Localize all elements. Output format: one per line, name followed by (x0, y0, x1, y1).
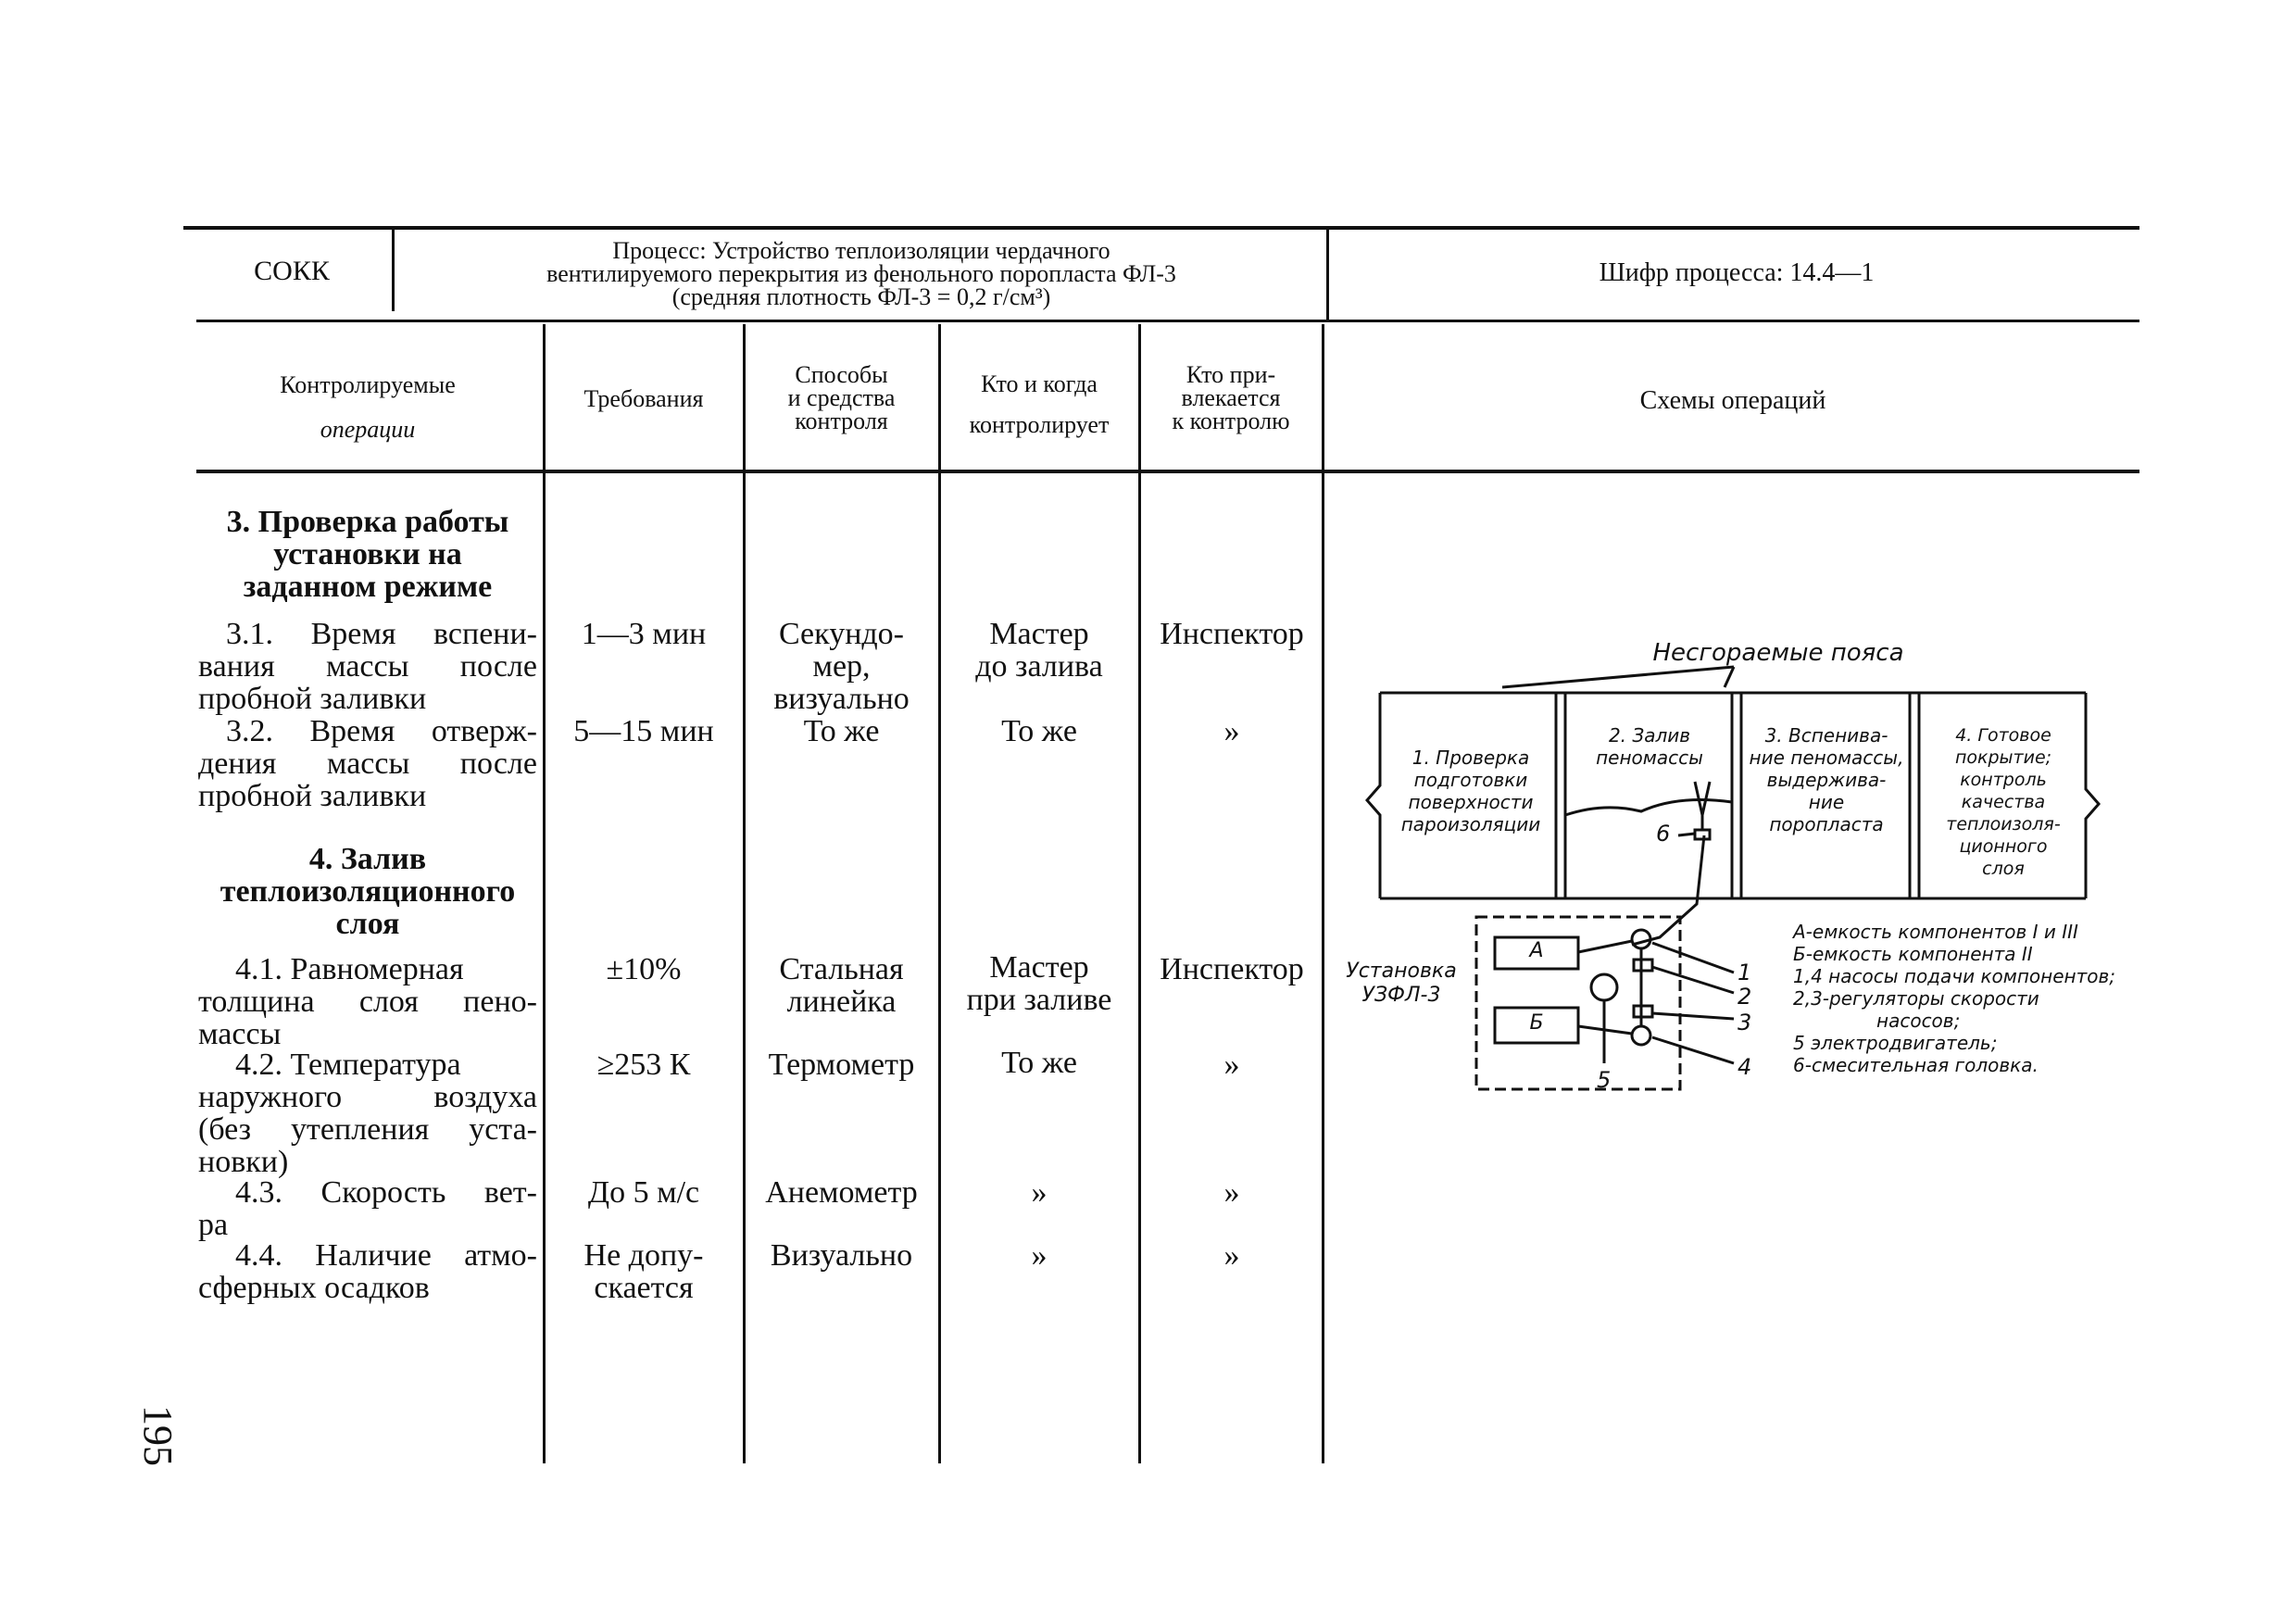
req-4-2: ≥253 К (596, 1048, 691, 1082)
pump-4 (1632, 1026, 1650, 1045)
header-bottom-rule (196, 320, 2139, 322)
callout-5: 5 (1597, 1067, 1612, 1093)
col-header-schemes: Схемы операций (1639, 386, 1826, 415)
method-4-1: Стальная линейка (779, 952, 904, 1019)
sokk-divider (392, 230, 395, 311)
leader-2 (1652, 967, 1734, 993)
who-3-1: Мастер до залива (975, 617, 1103, 684)
method-4-2: Термометр (768, 1048, 915, 1082)
req-3-1: 1—3 мин (581, 617, 707, 651)
regulator-3 (1634, 1006, 1652, 1017)
callout-1: 1 (1738, 960, 1752, 985)
col-divider-4 (1138, 324, 1141, 1463)
hose (1632, 835, 1704, 945)
page-number: 195 (135, 1405, 181, 1466)
who-4-3: » (1031, 1175, 1048, 1210)
org-code: СОКК (254, 256, 330, 286)
col-header-operations: Контролируемые операции (280, 371, 456, 443)
inv-3-2: » (1223, 714, 1240, 748)
motor-5 (1591, 974, 1617, 1000)
section-4-title: 4. Залив теплоизоляционного слоя (220, 842, 516, 941)
tank-a-label: А (1529, 939, 1544, 962)
op-3-2: 3.2. Время отверж- дения массы после пробной заливки (198, 714, 537, 813)
callout-3: 3 (1738, 1010, 1752, 1035)
col-header-who-when: Кто и когда контролирует (969, 370, 1110, 438)
callout-6: 6 (1656, 821, 1671, 847)
fire-belt-3 (1910, 693, 1919, 898)
callout-2: 2 (1738, 984, 1752, 1010)
method-4-3: Анемометр (765, 1175, 918, 1210)
process-code-divider (1326, 230, 1329, 322)
op-4-4: 4.4. Наличие атмо- сферных осадков (198, 1238, 537, 1305)
inv-4-2: » (1223, 1048, 1240, 1082)
req-4-1: ±10% (606, 952, 682, 986)
process-title-line3: (средняя плотность ФЛ-3 = 0,2 г/см³) (671, 283, 1051, 310)
callout-4: 4 (1738, 1054, 1752, 1080)
section-3-title: 3. Проверка работы установки на заданном режиме (226, 505, 509, 604)
who-3-2: То же (1001, 714, 1077, 748)
op-4-1: 4.1. Равномерная толщина слоя пено- массы (198, 952, 537, 1051)
zone-3-label: 3. Вспенива- ние пеномассы, выдерживa- ние поропласта (1749, 724, 1904, 835)
inv-4-3: » (1223, 1175, 1240, 1210)
op-4-2: 4.2. Температура наружного воздуха (без утепления уста- новки) (198, 1048, 537, 1179)
inv-4-4: » (1223, 1238, 1240, 1273)
who-4-1: Мастер при заливе (966, 950, 1112, 1017)
inv-3-1: Инспектор (1160, 617, 1304, 651)
op-4-3: 4.3. Скорость вет- ра (198, 1175, 537, 1242)
installation-label: Установка УЗФЛ-3 (1346, 960, 1457, 1007)
col-divider-3 (938, 324, 941, 1463)
col-header-methods: Способы и средства контроля (787, 361, 896, 434)
inv-4-1: Инспектор (1160, 952, 1304, 986)
leader-1 (1652, 943, 1734, 973)
req-3-2: 5—15 мин (573, 714, 714, 748)
method-4-4: Визуально (770, 1238, 913, 1273)
zone-4-label: 4. Готовое покрытие; контроль качества теплоизоля- ционного слоя (1946, 725, 2061, 879)
belt-pointer-right (1725, 667, 1734, 687)
fire-belt-2 (1732, 693, 1741, 898)
method-3-2: То же (803, 714, 880, 748)
top-rule (183, 226, 2139, 230)
req-4-4: Не допу- скается (583, 1238, 704, 1305)
foam-surface (1565, 800, 1732, 815)
diagram-legend: А-емкость компонентов I и III Б-емкость компонента II 1,4 насосы подачи компонентов; 2,3-регуляторы скорости насосов; 5 электродвигатель; 6-смесительная головка. (1793, 921, 2116, 1076)
tank-b-label: Б (1529, 1011, 1544, 1035)
process-title-line1: Процесс: Устройство теплоизоляции чердачного (612, 237, 1110, 264)
col-divider-5 (1322, 324, 1324, 1463)
mixing-head-body (1695, 830, 1710, 839)
mixing-head (1695, 782, 1710, 830)
belt-pointer-left (1502, 667, 1734, 687)
op-3-1: 3.1. Время вспени- вания массы после пробной заливки (198, 617, 537, 716)
leader-4 (1652, 1037, 1734, 1063)
process-code: Шифр процесса: 14.4—1 (1599, 258, 1875, 287)
regulator-2 (1634, 960, 1652, 971)
process-title-line2: вентилируемого перекрытия из фенольного поропласта ФЛ-3 (546, 260, 1176, 287)
col-header-requirements: Требования (583, 385, 704, 412)
col-divider-2 (743, 324, 746, 1463)
zone-1-label: 1. Проверка подготовки поверхности пароизоляции (1400, 747, 1541, 835)
pipe-a (1578, 941, 1632, 952)
who-4-4: » (1031, 1238, 1048, 1273)
zone-2-label: 2. Залив пеномассы (1596, 724, 1703, 769)
leader-6 (1678, 834, 1695, 835)
column-header-bottom-rule (196, 470, 2139, 473)
col-divider-1 (543, 324, 546, 1463)
who-4-2: То же (1001, 1046, 1077, 1080)
process-title (398, 239, 1324, 308)
req-4-3: До 5 м/с (587, 1175, 700, 1210)
method-3-1: Секундо- мер, визуально (773, 617, 910, 716)
leader-3 (1652, 1013, 1734, 1019)
col-header-involved: Кто при- влекается к контролю (1172, 361, 1290, 434)
diagram-title: Несгораемые пояса (1652, 639, 1904, 667)
